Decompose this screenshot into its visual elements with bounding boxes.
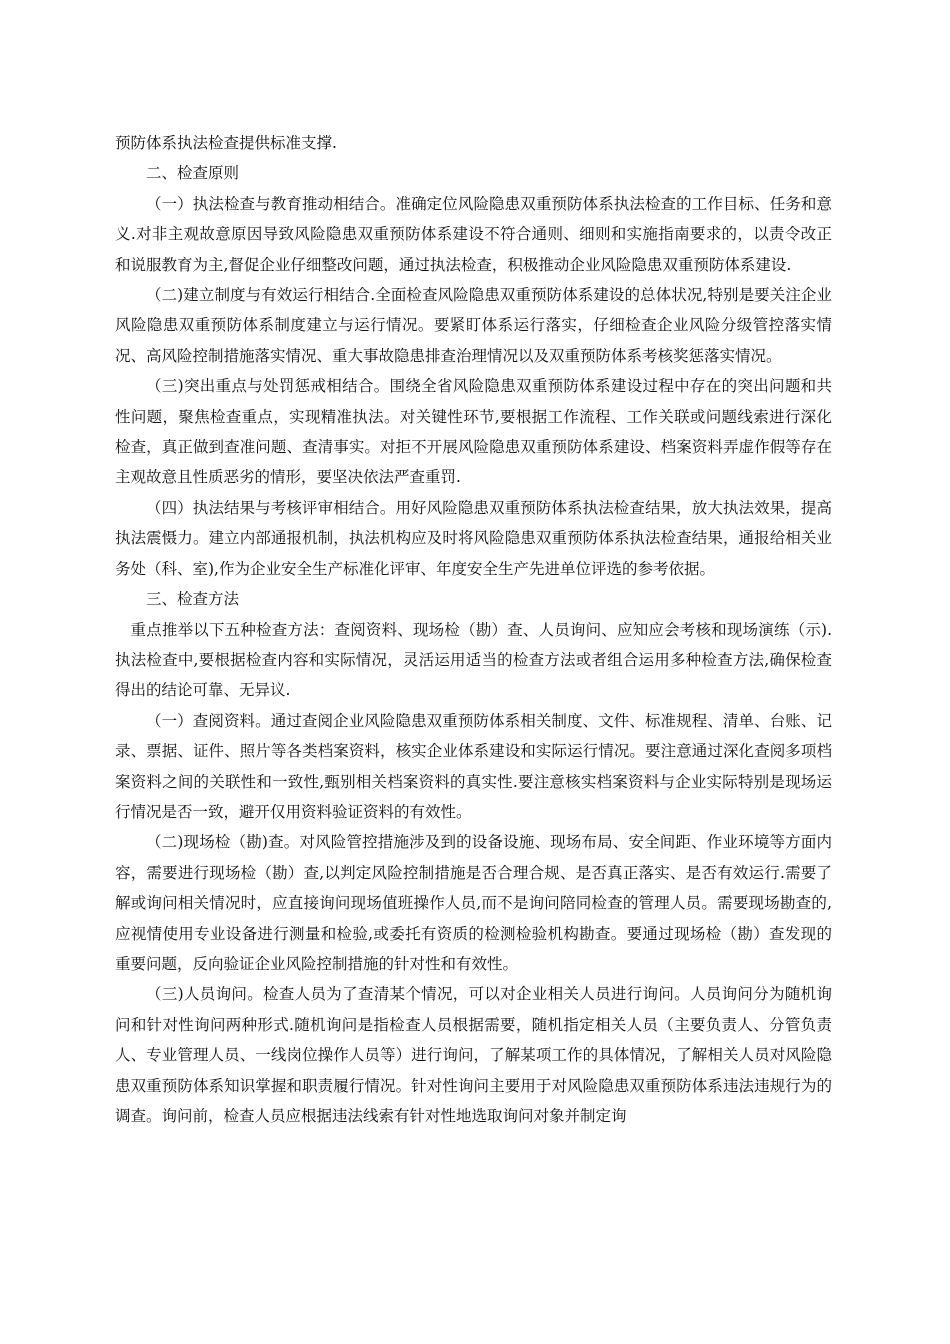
paragraph-continuation: 预防体系执法检查提供标准支撑. <box>115 134 337 152</box>
paragraph-principle-4: （四）执法结果与考核评审相结合。用好风险隐患双重预防体系执法检查结果，放大执法效果，提高执法震慑力。建立内部通报机制，执法机构应及时将风险隐患双重预防体系执法检查结果，通报给相关业务处（科、室),作为企业安全生产标准化评审、年度安全生产先进单位评选的参考依据。 <box>115 498 832 578</box>
paragraph-principle-1: （一）执法检查与教育推动相结合。准确定位风险隐患双重预防体系执法检查的工作目标、任务和意义.对非主观故意原因导致风险隐患双重预防体系建设不符合通则、细则和实施指南要求的，以责令改正和说服教育为主,督促企业仔细整改问题，通过执法检查，积极推动企业风险隐患双重预防体系建设. <box>115 194 832 274</box>
paragraph-method-1: （一）查阅资料。通过查阅企业风险隐患双重预防体系相关制度、文件、标准规程、清单、台账、记录、票据、证件、照片等各类档案资料，核实企业体系建设和实际运行情况。要注意通过深化查阅多项档案资料之间的关联性和一致性,甄别相关档案资料的真实性.要注意核实档案资料与企业实际特别是现场运行情况是否一致，避开仅用资料验证资料的有效性。 <box>115 711 832 821</box>
paragraph-methods-intro: 重点推举以下五种检查方法：查阅资料、现场检（勘）查、人员询问、应知应会考核和现场演练（示).执法检查中,要根据检查内容和实际情况，灵活运用适当的检查方法或者组合运用多种检查方法,确保检查得出的结论可靠、无异议. <box>115 620 832 700</box>
paragraph-method-2: （二)现场检（勘)查。对风险管控措施涉及到的设备设施、现场布局、安全间距、作业环境等方面内容，需要进行现场检（勘）查,以判定风险控制措施是否合理合规、是否真正落实、是否有效运行.需要了解或询问相关情况时，应直接询问现场值班操作人员,而不是询问陪同检查的管理人员。需要现场勘查的,应视情使用专业设备进行测量和检验,或委托有资质的检测检验机构勘查。要通过现场检（勘）查发现的重要问题，反向验证企业风险控制措施的针对性和有效性。 <box>115 833 832 973</box>
section-heading-principles: 二、检查原则 <box>146 164 240 183</box>
section-heading-methods: 三、检查方法 <box>146 590 240 609</box>
paragraph-principle-3: （三)突出重点与处罚惩戒相结合。围绕全省风险隐患双重预防体系建设过程中存在的突出问题和共性问题，聚焦检查重点，实现精准执法。对关键性环节,要根据工作流程、工作关联或问题线索进行深化检查，真正做到查准问题、查清事实。对拒不开展风险隐患双重预防体系建设、档案资料弄虚作假等存在主观故意且性质恶劣的情形，要坚决依法严查重罚. <box>115 377 832 487</box>
paragraph-principle-2: （二)建立制度与有效运行相结合.全面检查风险隐患双重预防体系建设的总体状况,特别是要关注企业风险隐患双重预防体系制度建立与运行情况。要紧盯体系运行落实，仔细检查企业风险分级管控落实情况、高风险控制措施落实情况、重大事故隐患排查治理情况以及双重预防体系考核奖惩落实情况。 <box>115 286 832 365</box>
paragraph-method-3: （三)人员询问。检查人员为了查清某个情况，可以对企业相关人员进行询问。人员询问分为随机询问和针对性询问两种形式.随机询问是指检查人员根据需要，随机指定相关人员（主要负责人、分管负责人、专业管理人员、一线岗位操作人员等）进行询问，了解某项工作的具体情况，了解相关人员对风险隐患双重预防体系知识掌握和职责履行情况。针对性询问主要用于对风险隐患双重预防体系违法违规行为的调查。询问前，检查人员应根据违法线索有针对性地选取询问对象并制定询 <box>115 985 832 1125</box>
document-body <box>115 128 832 1131</box>
